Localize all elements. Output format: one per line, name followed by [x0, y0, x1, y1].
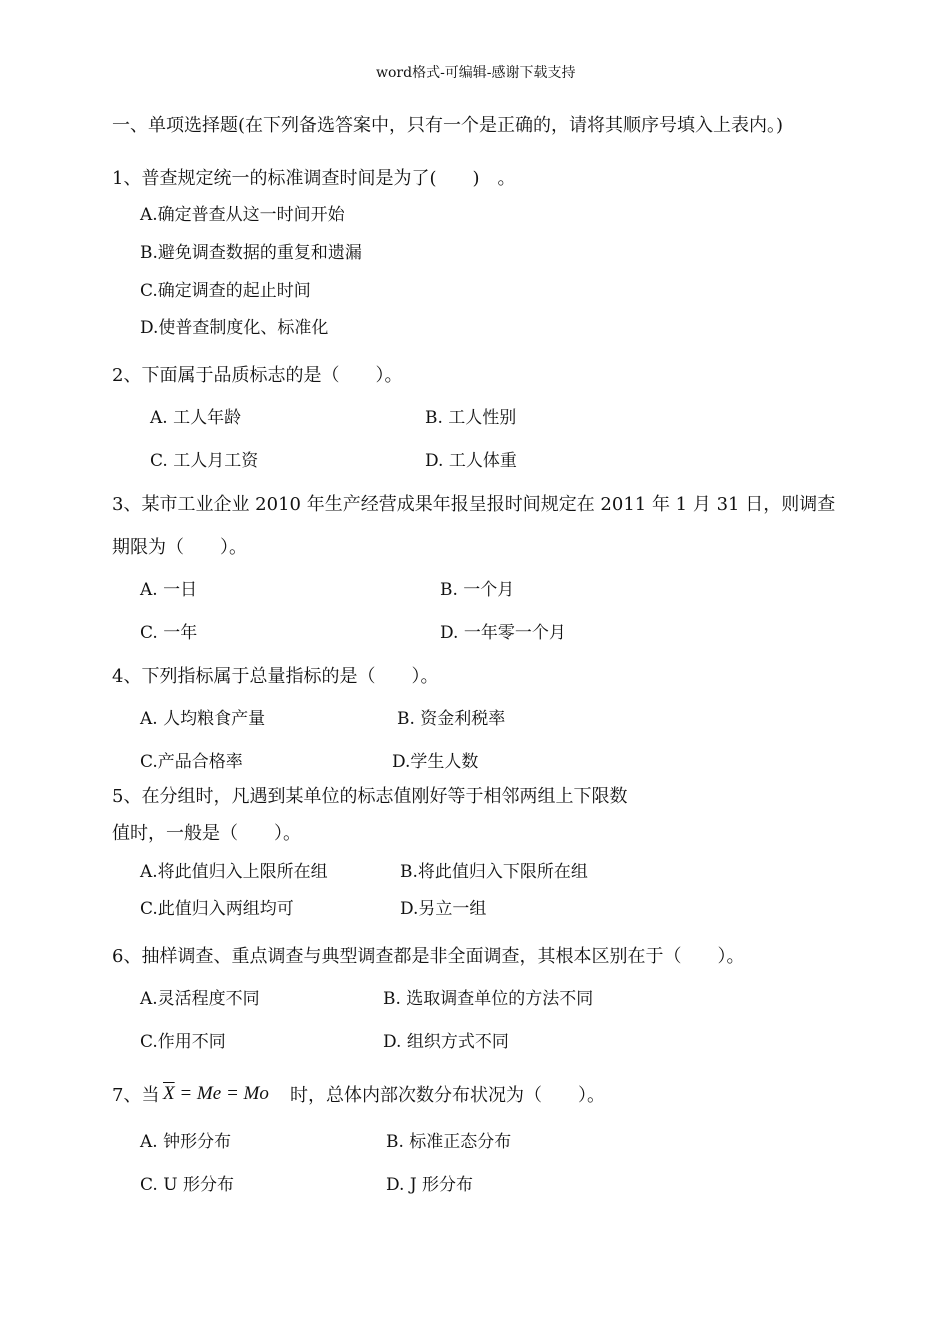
question-4-option-d: D.学生人数 [392, 752, 479, 772]
question-6-option-c: C.作用不同 [140, 1032, 226, 1052]
question-6-option-d: D. 组织方式不同 [383, 1032, 509, 1052]
question-5-stem-line1: 5、在分组时，凡遇到某单位的标志值刚好等于相邻两组上下限数 [112, 786, 628, 807]
page-header: word格式-可编辑-感谢下载支持 [376, 65, 576, 81]
question-6-option-b: B. 选取调查单位的方法不同 [383, 989, 594, 1009]
question-7-option-d: D. J 形分布 [386, 1175, 474, 1195]
question-2-option-b: B. 工人性别 [425, 408, 517, 428]
question-7-option-a: A. 钟形分布 [140, 1132, 232, 1152]
question-5-option-c: C.此值归入两组均可 [140, 899, 294, 919]
question-2-option-d: D. 工人体重 [425, 451, 517, 471]
question-2-stem: 2、下面属于品质标志的是（ ）。 [112, 365, 403, 386]
question-2-option-c: C. 工人月工资 [150, 451, 259, 471]
question-4-option-b: B. 资金利税率 [397, 709, 506, 729]
question-4-stem: 4、下列指标属于总量指标的是（ ）。 [112, 666, 439, 687]
question-1-option-a: A.确定普查从这一时间开始 [140, 205, 345, 225]
question-7-stem-prefix: 7、当 [112, 1085, 160, 1106]
question-4-option-c: C.产品合格率 [140, 752, 243, 772]
question-6-stem: 6、抽样调查、重点调查与典型调查都是非全面调查，其根本区别在于（ ）。 [112, 946, 745, 967]
x-bar-symbol: $\overline{X}$ [163, 1083, 175, 1104]
question-5-option-b: B.将此值归入下限所在组 [400, 862, 588, 882]
question-7-formula [163, 1084, 269, 1103]
question-3-option-d: D. 一年零一个月 [440, 623, 566, 643]
question-1-option-c: C.确定调查的起止时间 [140, 281, 311, 301]
question-1-stem: 1、普查规定统一的标准调查时间是为了( ) 。 [112, 168, 516, 189]
question-3-stem-line1: 3、某市工业企业 2010 年生产经营成果年报呈报时间规定在 2011 年 1 月 31 日，则调查 [112, 494, 836, 515]
question-3-option-b: B. 一个月 [440, 580, 515, 600]
section-title: 一、单项选择题(在下列备选答案中，只有一个是正确的，请将其顺序号填入上表内。) [112, 115, 784, 136]
question-6-option-a: A.灵活程度不同 [140, 989, 260, 1009]
question-4-option-a: A. 人均粮食产量 [140, 709, 266, 729]
question-3-option-a: A. 一日 [140, 580, 198, 600]
question-7-stem-suffix: 时，总体内部次数分布状况为（ ）。 [290, 1085, 605, 1106]
question-3-stem-line2: 期限为（ ）。 [112, 537, 247, 558]
question-5-option-d: D.另立一组 [400, 899, 487, 919]
question-1-option-b: B.避免调查数据的重复和遗漏 [140, 243, 362, 263]
question-5-stem-line2: 值时，一般是（ ）。 [112, 823, 301, 844]
question-1-option-d: D.使普查制度化、标准化 [140, 318, 329, 338]
question-5-option-a: A.将此值归入上限所在组 [140, 862, 328, 882]
question-2-option-a: A. 工人年龄 [150, 408, 242, 428]
question-7-option-c: C. U 形分布 [140, 1175, 234, 1195]
question-7-option-b: B. 标准正态分布 [386, 1132, 512, 1152]
question-3-option-c: C. 一年 [140, 623, 198, 643]
formula-rest: = Me = Mo [174, 1083, 269, 1104]
